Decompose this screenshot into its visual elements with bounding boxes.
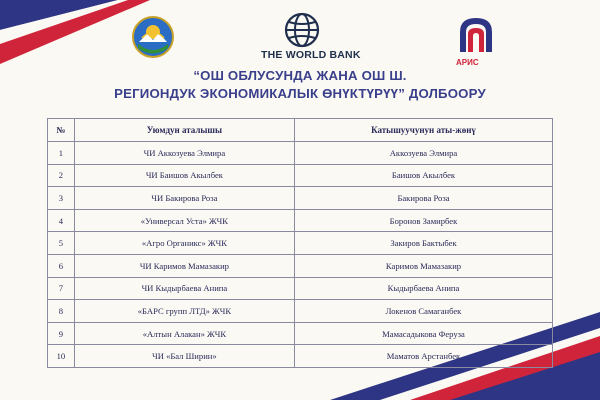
organization-name: «Универсал Уста» ЖЧК <box>74 209 294 232</box>
organization-name: ЧИ Баишов Акылбек <box>74 164 294 187</box>
row-number: 1 <box>48 142 75 165</box>
row-number: 2 <box>48 164 75 187</box>
document-title <box>100 67 500 103</box>
row-number: 8 <box>48 300 75 323</box>
table-row <box>48 232 553 255</box>
table-row <box>48 164 553 187</box>
organization-name: ЧИ Кыдырбаева Анипа <box>74 277 294 300</box>
participant-name: Закиров Бактыбек <box>295 232 553 255</box>
table-row <box>48 187 553 210</box>
kyrgyz-emblem-logo <box>132 14 174 60</box>
participant-name: Боронов Замирбек <box>295 209 553 232</box>
row-number: 9 <box>48 322 75 345</box>
row-number: 5 <box>48 232 75 255</box>
aris-logo <box>452 14 500 66</box>
world-bank-logo <box>261 12 361 66</box>
header-participant: Катышуучунун аты-жөнү <box>295 119 553 142</box>
header-organization: Уюмдун аталышы <box>74 119 294 142</box>
participant-name: Баишов Акылбек <box>295 164 553 187</box>
emblem-icon <box>132 14 174 60</box>
participant-name: Мамасадыкова Феруза <box>295 322 553 345</box>
aris-hands-icon <box>454 14 498 54</box>
organization-name: ЧИ Каримов Мамазакир <box>74 254 294 277</box>
table-row <box>48 277 553 300</box>
row-number: 10 <box>48 345 75 368</box>
row-number: 4 <box>48 209 75 232</box>
row-number: 3 <box>48 187 75 210</box>
globe-icon <box>284 12 320 48</box>
table-row <box>48 322 553 345</box>
table-row <box>48 345 553 368</box>
table-row <box>48 209 553 232</box>
title-line-1: “ОШ ОБЛУСУНДА ЖАНА ОШ Ш. <box>193 68 407 83</box>
organization-name: ЧИ «Бал Ширин» <box>74 345 294 368</box>
participant-name: Кыдырбаева Анипа <box>295 277 553 300</box>
table-row <box>48 254 553 277</box>
organization-name: «Алтын Алакан» ЖЧК <box>74 322 294 345</box>
title-line-2: РЕГИОНДУК ЭКОНОМИКАЛЫК ӨНҮКТҮРҮҮ” ДОЛБООРУ <box>114 86 486 101</box>
participant-name: Локенов Самаганбек <box>295 300 553 323</box>
organization-name: ЧИ Бакирова Роза <box>74 187 294 210</box>
table-header-row <box>48 119 553 142</box>
row-number: 6 <box>48 254 75 277</box>
organization-name: ЧИ Аккозуева Элмира <box>74 142 294 165</box>
table-row <box>48 300 553 323</box>
organization-name: «БАРС групп ЛТД» ЖЧК <box>74 300 294 323</box>
row-number: 7 <box>48 277 75 300</box>
table-row <box>48 142 553 165</box>
participant-name: Маматов Арстанбек <box>295 345 553 368</box>
aris-text: АРИС <box>456 58 479 67</box>
world-bank-text: THE WORLD BANK <box>261 49 361 61</box>
participants-table <box>47 118 553 368</box>
participant-name: Аккозуева Элмира <box>295 142 553 165</box>
participant-name: Бакирова Роза <box>295 187 553 210</box>
organization-name: «Агро Органикс» ЖЧК <box>74 232 294 255</box>
header-number: № <box>48 119 75 142</box>
participant-name: Каримов Мамазакир <box>295 254 553 277</box>
